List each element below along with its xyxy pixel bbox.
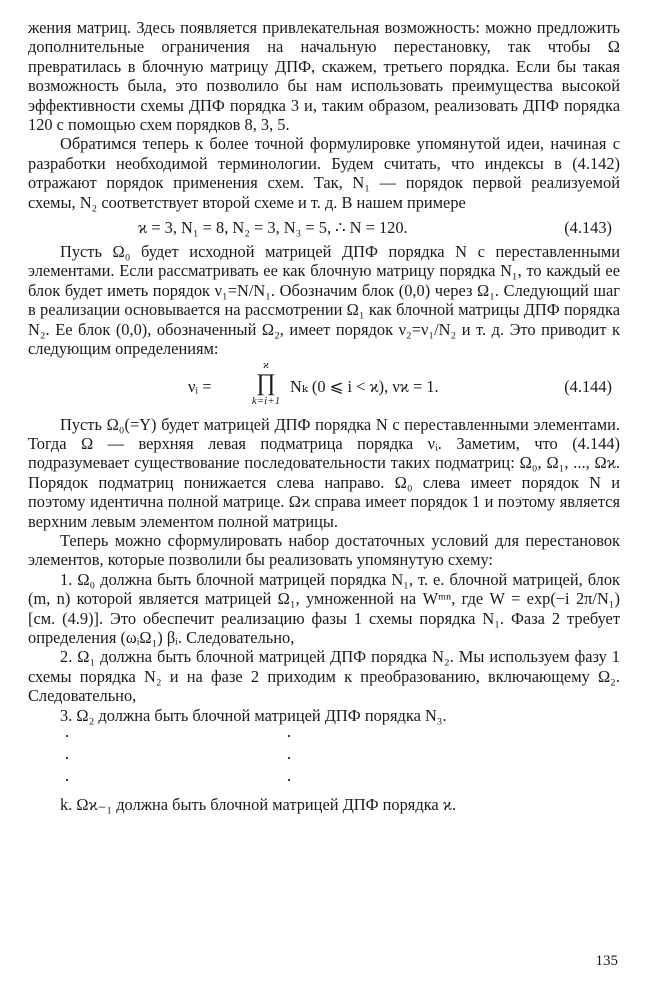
paragraph-5: Теперь можно сформулировать набор достаточных условий для перестановок элементов, которые позволили бы реализовать упомянутую схему: <box>28 530 620 570</box>
equation-4-144-lhs: νᵢ = <box>188 376 212 396</box>
ellipsis-dots <box>28 725 620 791</box>
dot: · <box>64 748 70 768</box>
paragraph-3: Пусть Ω₀ будет исходной матрицей ДПФ порядка N с переставленными элементами. Если рассматривать ее как блочную матрицу порядка N₁, то каждый ее блок будет иметь порядок ν₁=N/N₁. Обозначим блок (0,0) через Ω₁. Следующий шаг в реализации основывается на рассмотрении Ω₁ как блочной матрицы ДПФ порядка N₂. Ее блок (0,0), обозначенный Ω₂, имеет порядок ν₂=ν₁/N₂ и т. д. Это приводит к следующим определениям: <box>28 242 620 359</box>
product-upper-limit: ϰ <box>262 358 270 371</box>
dots-column-right <box>286 725 292 791</box>
list-item-1: 1. Ω₀ должна быть блочной матрицей порядка N₁, т. е. блочной матрицей, блок (m, n) которой является матрицей Ω₁, умноженной на Wᵐⁿ, где W = exp(−i 2π/N₁) [см. (4.9)]. Это обеспечит реализацию фазы 1 схемы порядка N₁. Фаза 2 требует определения (ωᵢΩ₁) βᵢ. Следовательно, <box>28 569 620 647</box>
equation-4-143-number: (4.143) <box>564 218 612 238</box>
list-item-2: 2. Ω₁ должна быть блочной матрицей ДПФ порядка N₂. Мы используем фазу 1 схемы порядка N₂ и на фазе 2 приходим к преобразованию, включающему Ω₂. Следовательно, <box>28 647 620 706</box>
paragraph-4: Пусть Ω₀(=Y) будет матрицей ДПФ порядка N с переставленными элементами. Тогда Ω — верхняя левая подматрица порядка νᵢ. Заметим, что (4.144) подразумевает существование последовательности таких подматриц: Ω₀, Ω₁, ..., Ωϰ. Порядок подматриц понижается слева направо. Ω₀ слева имеет порядок N и поэтому идентична полной матрице. Ωϰ справа имеет порядок 1 и поэтому является верхним левым элементом полной матрицы. <box>28 414 620 531</box>
paragraph-2: Обратимся теперь к более точной формулировке упомянутой идеи, начиная с разработки необходимой терминологии. Будем считать, что индексы в (4.142) отражают порядок применения схем. Так, N₁ — порядок первой реализуемой схемы, N₂ соответствует второй схеме и т. д. В нашем примере <box>28 134 620 212</box>
product-lower-limit: k=i+1 <box>251 394 281 407</box>
equation-4-144-rhs: Nₖ (0 ⩽ i < ϰ), νϰ = 1. <box>290 376 439 396</box>
dot: · <box>64 770 70 790</box>
dots-column-left <box>64 725 70 791</box>
equation-4-144 <box>28 359 620 415</box>
list-item-k: k. Ωϰ₋₁ должна быть блочной матрицей ДПФ порядка ϰ. <box>60 795 457 814</box>
list-item-3: 3. Ω₂ должна быть блочной матрицей ДПФ порядка N₃. <box>60 705 447 725</box>
dot: · <box>286 770 292 790</box>
page-number: 135 <box>595 953 618 969</box>
product-operator <box>246 359 286 407</box>
page-body <box>28 18 620 814</box>
equation-4-143 <box>28 212 620 242</box>
equation-4-143-expression: ϰ = 3, N₁ = 8, N₂ = 3, N₃ = 5, ∴ N = 120. <box>138 218 408 238</box>
dot: · <box>286 748 292 768</box>
product-symbol: ∏ <box>256 369 276 396</box>
dot: · <box>64 726 70 746</box>
dot: · <box>286 726 292 746</box>
paragraph-1: жения матриц. Здесь появляется привлекательная возможность: можно предложить дополнительные ограничения на начальную перестановку, так чтобы Ω превратилась в блочную матрицу ДПФ, скажем, третьего порядка. Если бы такая возможность была, это позволило бы нам использовать преимущества высокой эффективности схемы ДПФ порядка 3 и, таким образом, реализовать ДПФ порядка 120 с помощью схем порядков 8, 3, 5. <box>28 18 620 135</box>
equation-4-144-number: (4.144) <box>564 376 612 396</box>
